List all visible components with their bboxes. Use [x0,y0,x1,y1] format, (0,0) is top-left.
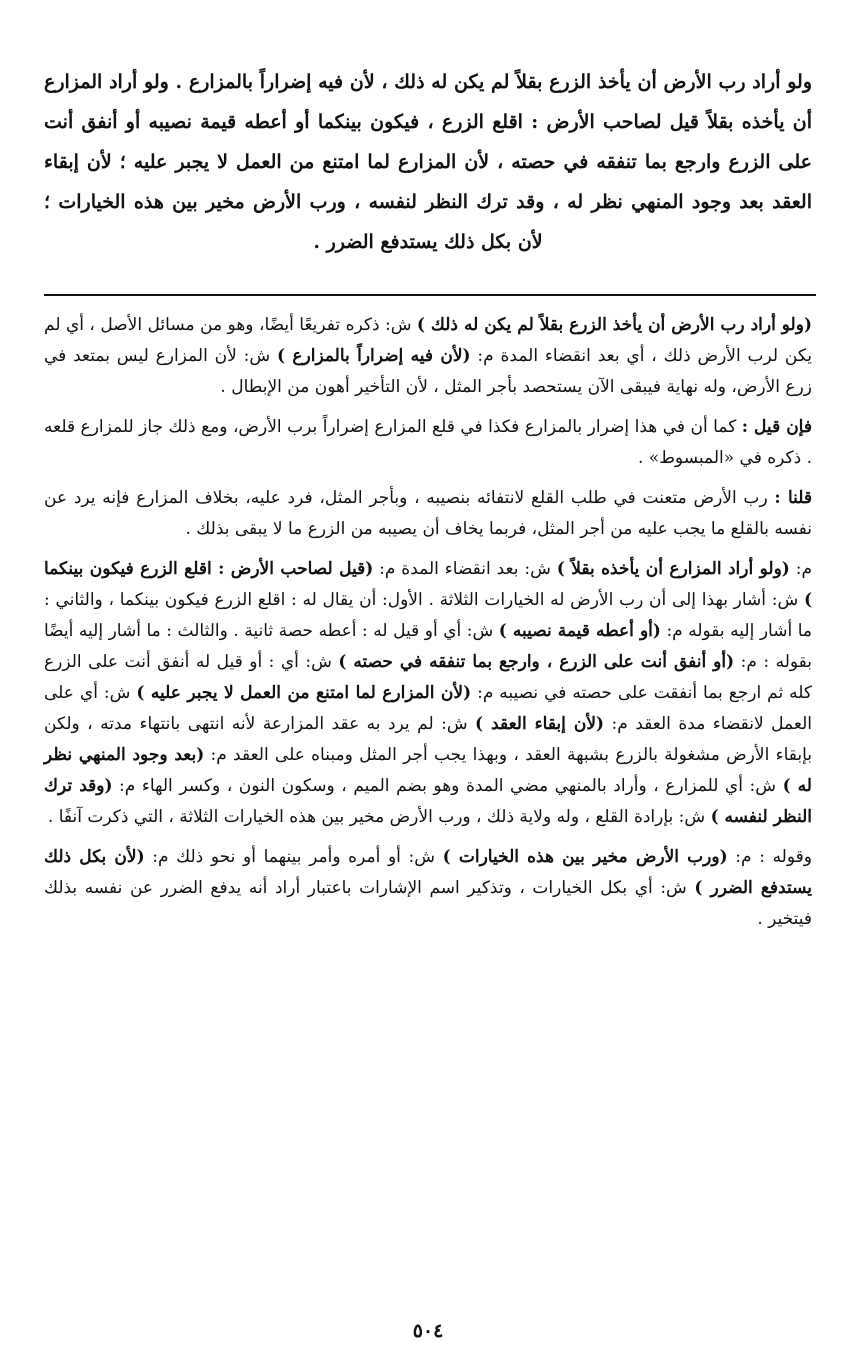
commentary-paragraph-5 [44,842,812,935]
matn-quote: (بعد وجود المنهي نظر له ) [44,745,812,796]
commentary-text: ش: أي على العمل لانقضاء مدة العقد م: [44,683,812,734]
commentary-text: ش: أشار بهذا إلى أن رب الأرض له الخيارات الثلاثة . الأول: أن يقال له : اقلع الزرع فيكون بينكما ، والثاني : ما أشار إليه بقوله م: [44,590,812,641]
matn-quote: (ورب الأرض مخير بين هذه الخيارات ) [442,847,728,867]
commentary-text: ش: ذكره تفريعًا أيضًا، وهو من مسائل الأصل ، أي لم يكن لرب الأرض ذلك ، أي بعد انقضاء المدة م: [44,315,812,366]
matn-quote: (لأن المزارع لما امتنع من العمل لا يجبر عليه ) [136,683,472,703]
matn-quote: (قيل لصاحب الأرض : اقلع الزرع فيكون بينكما ) [44,559,812,610]
matn-quote: (وقد ترك النظر لنفسه ) [44,776,812,827]
matn-quote: (لأن إبقاء العقد ) [475,714,605,734]
commentary-text: ش: لم يرد به عقد المزارعة لأنه انتهى بانتهاء مدته ، ولكن بإبقاء الأرض مشغولة بالزرع بشبهة العقد ، وبهذا يجب أجر المثل ومبناه على العقد م: [44,714,812,765]
commentary-paragraph-4 [44,554,812,833]
commentary-text: كما أن في هذا إضرار بالمزارع فكذا في قلع المزارع إضراراً برب الأرض، ومع ذلك جاز للمزارع قلعه . ذكره في «المبسوط» . [44,417,812,468]
matn-quote: (لأن بكل ذلك يستدفع الضرر ) [44,847,812,898]
commentary-text: ش: بإرادة القلع ، وله ولاية ذلك ، ورب الأرض مخير بين هذه الخيارات الثلاثة ، التي ذكرت آنفًا . [47,807,711,827]
main-text-paragraph: ولو أراد رب الأرض أن يأخذ الزرع بقلاً لم يكن له ذلك ، لأن فيه إضراراً بالمزارع . ولو أراد المزارع أن يأخذه بقلاً قيل لصاحب الأرض : اقلع الزرع ، فيكون بينكما أو أعطه قيمة نصيبه أو أنفق أنت على الزرع وارجع بما تنفقه في حصته ، لأن المزارع لما امتنع من العمل لا يجبر عليه ؛ لأن إبقاء العقد بعد وجود المنهي نظر له ، وقد ترك النظر لنفسه ، ورب الأرض مخير بين هذه الخيارات ؛ لأن بكل ذلك يستدفع الضرر . [44,71,812,253]
matn-quote: (ولو أراد رب الأرض أن يأخذ الزرع بقلاً لم يكن له ذلك ) [416,315,812,335]
main-text [44,62,812,262]
commentary-text: وقوله : م: [727,847,812,867]
commentary-text: ش: أي أو قيل له : أعطه حصة ثانية . والثالث : ما أشار إليه أيضًا بقوله : م: [44,621,812,672]
commentary-text: م: [789,559,812,579]
commentary-text: ش: لأن المزارع ليس بمتعد في زرع الأرض، وله نهاية فيبقى الآن يستحصد بأجر المثل ، لأن التأخير أهون من الإبطال . [44,346,812,397]
commentary-text: ش: أي : أو قيل له أنفق أنت على الزرع كله ثم ارجع بما أنفقت على حصته في نصيبه م: [44,652,812,703]
commentary-text: رب الأرض متعنت في طلب القلع لانتفائه بنصيبه ، وبأجر المثل، فرد عليه، بخلاف المزارع فإنه يرد عن نفسه بالقلع ما يجب عليه من أجر المثل، فربما يخاف أن يصيبه من الزرع ما لا يبقى بذلك . [44,488,812,539]
commentary-text: ش: أو أمره وأمر بينهما أو نحو ذلك م: [144,847,443,867]
matn-quote: (ولو أراد المزارع أن يأخذه بقلاً ) [556,559,790,579]
matn-quote: (أو أعطه قيمة نصيبه ) [498,621,661,641]
matn-quote: فإن قيل : [741,417,812,437]
matn-quote: (لأن فيه إضراراً بالمزارع ) [276,346,471,366]
separator-line [44,294,816,296]
commentary-text: ش: أي بكل الخيارات ، وتذكير اسم الإشارات باعتبار أراد أنه يدفع الضرر عن نفسه بذلك فيتخير . [44,878,812,929]
commentary-paragraph-3 [44,483,812,545]
commentary-paragraph-2 [44,412,812,474]
commentary-text: ش: أي للمزارع ، وأراد بالمنهي مضي المدة وهو بضم الميم ، وسكون النون ، وكسر الهاء م: [112,776,783,796]
commentary-paragraph-1 [44,310,812,403]
commentary-text: ش: بعد انقضاء المدة م: [373,559,557,579]
page-number: ٥٠٤ [412,1320,444,1342]
matn-quote: (أو أنفق أنت على الزرع ، وارجع بما تنفقه في حصته ) [338,652,735,672]
commentary [44,310,812,944]
matn-quote: قلنا : [774,488,813,508]
